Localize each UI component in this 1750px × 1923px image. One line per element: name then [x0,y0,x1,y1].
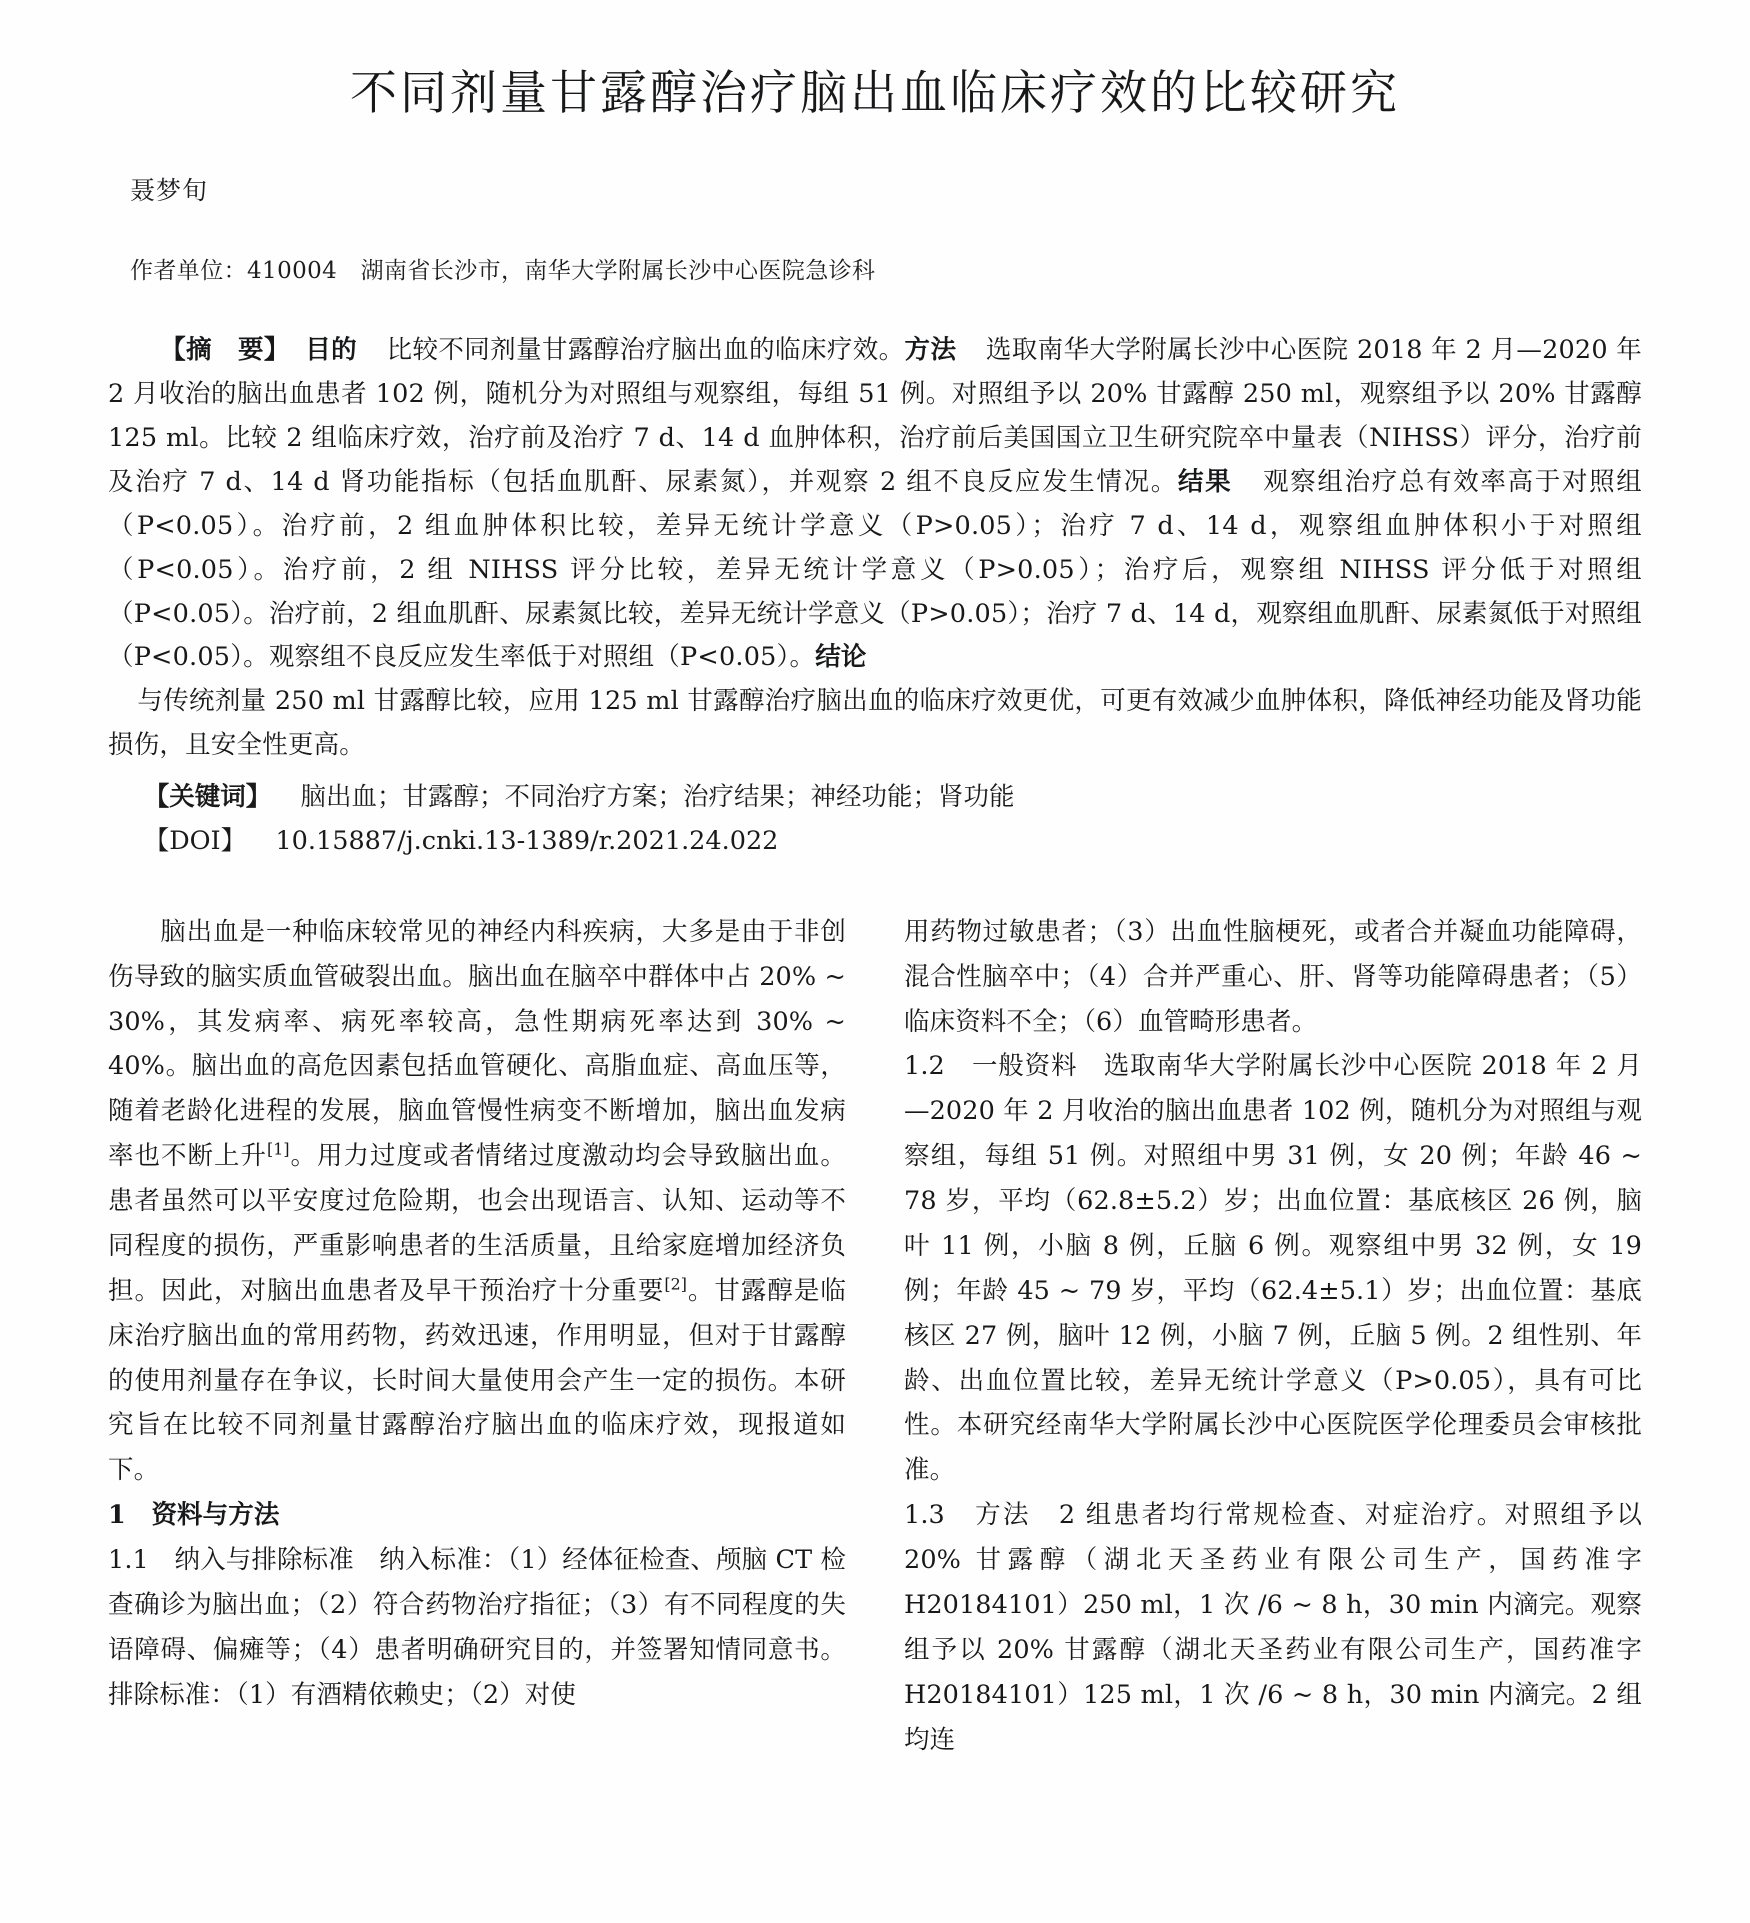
author-affiliation: 作者单位：410004 湖南省长沙市，南华大学附属长沙中心医院急诊科 [130,258,876,285]
keywords-label: 【关键词】 [143,782,272,813]
keywords-line [108,776,1642,820]
abstract-conclusion-paragraph [108,680,1642,768]
abstract-results-text: 观察组治疗总有效率高于对照组（P<0.05）。治疗前，2 组血肿体积比较，差异无统计学意义（P>0.05）；治疗 7 d、14 d，观察组血肿体积小于对照组（P<0.05）。治疗前，2 组 NIHSS 评分比较，差异无统计学意义（P>0.05）；治疗后，观察组 NIHSS 评分低于对照组（P<0.05）。治疗前，2 组血肌酐、尿素氮比较，差异无统计学意义（P>0.05）；治疗 7 d、14 d，观察组血肌酐、尿素氮低于对照组（P<0.05）。观察组不良反应发生率低于对照组（P<0.05）。 [108,467,1642,673]
body-text: 。甘露醇是临床治疗脑出血的常用药物，药效迅速，作用明显，但对于甘露醇的使用剂量存在争议，长时间大量使用会产生一定的损伤。本研究旨在比较不同剂量甘露醇治疗脑出血的临床疗效，现报道如下。 [108,1275,846,1486]
body-text: 脑出血是一种临床较常见的神经内科疾病，大多是由于非创伤导致的脑实质血管破裂出血。脑出血在脑卒中群体中占 20% ~ 30%，其发病率、病死率较高，急性期病死率达到 30% ~ 40%。脑出血的高危因素包括血管硬化、高脂血症、高血压等，随着老龄化进程的发展，脑血管慢性病变不断增加，脑出血发病率也不断上升 [108,916,846,1172]
abstract-methods-label: 方法 [904,335,957,366]
abstract-label: 【摘 要】 [160,335,290,366]
abstract-conclusion-label: 结论 [815,642,867,673]
page-title: 不同剂量甘露醇治疗脑出血临床疗效的比较研究 [350,66,1400,121]
abstract-section [108,329,1642,768]
right-column [904,910,1642,1763]
doi-line [108,820,1642,864]
body-text: 。用力过度或者情绪过度激动均会导致脑出血。患者虽然可以平安度过危险期，也会出现语言、认知、运动等不同程度的损伤，严重影响患者的生活质量，且给家庭增加经济负担。因此，对脑出血患者及早干预治疗十分重要 [108,1141,846,1306]
body-paragraph: 1.1 纳入与排除标准 纳入标准：（1）经体征检查、颅脑 CT 检查确诊为脑出血；（2）符合药物治疗指征；（3）有不同程度的失语障碍、偏瘫等；（4）患者明确研究目的，并签署知情同意书。排除标准：（1）有酒精依赖史；（2）对使 [108,1545,846,1710]
body-paragraph: 1.2 一般资料 选取南华大学附属长沙中心医院 2018 年 2 月—2020 年 2 月收治的脑出血患者 102 例，随机分为对照组与观察组，每组 51 例。对照组中男 31 例，女 20 例；年龄 46 ~ 78 岁，平均（62.8±5.2）岁；出血位置：基底核区 26 例，脑叶 11 例，小脑 8 例，丘脑 6 例。观察组中男 32 例，女 19 例；年龄 45 ~ 79 岁，平均（62.4±5.1）岁；出血位置：基底核区 27 例，脑叶 12 例，小脑 7 例，丘脑 5 例。2 组性别、年龄、出血位置比较，差异无统计学意义（P>0.05），具有可比性。本研究经南华大学附属长沙中心医院医学伦理委员会审核批准。 [904,1051,1642,1486]
doi-label: 【DOI】 [143,825,247,856]
body-paragraph: 用药物过敏患者；（3）出血性脑梗死，或者合并凝血功能障碍，混合性脑卒中；（4）合并严重心、肝、肾等功能障碍患者；（5）临床资料不全；（6）血管畸形患者。 [904,916,1642,1037]
body-paragraph [108,910,846,1493]
reference-marker[interactable]: [1] [266,1139,290,1159]
section-heading: 1 资料与方法 [108,1500,280,1531]
abstract-objective-text: 比较不同剂量甘露醇治疗脑出血的临床疗效。 [386,335,905,366]
reference-marker[interactable]: [2] [664,1274,688,1294]
doi-value[interactable]: 10.15887/j.cnki.13-1389/r.2021.24.022 [275,825,779,856]
author-name: 聂梦旬 [130,176,209,206]
abstract-results-label: 结果 [1177,467,1233,498]
abstract-methods-text: 选取南华大学附属长沙中心医院 2018 年 2 月—2020 年 2 月收治的脑出血患者 102 例，随机分为对照组与观察组，每组 51 例。对照组予以 20% 甘露醇 250 ml，观察组予以 20% 甘露醇 125 ml。比较 2 组临床疗效，治疗前及治疗 7 d、14 d 血肿体积，治疗前后美国国立卫生研究院卒中量表（NIHSS）评分，治疗前及治疗 7 d、14 d 肾功能指标（包括血肌酐、尿素氮），并观察 2 组不良反应发生情况。 [108,335,1642,498]
left-column [108,910,846,1763]
abstract-objective-label: 目的 [305,335,358,366]
keywords-text: 脑出血；甘露醇；不同治疗方案；治疗结果；神经功能；肾功能 [300,782,1015,813]
abstract-conclusion-text: 与传统剂量 250 ml 甘露醇比较，应用 125 ml 甘露醇治疗脑出血的临床疗效更优，可更有效减少血肿体积，降低神经功能及肾功能损伤，且安全性更高。 [108,686,1642,761]
abstract-paragraph [108,329,1642,680]
body-columns [108,910,1642,1763]
body-paragraph: 1.3 方法 2 组患者均行常规检查、对症治疗。对照组予以 20% 甘露醇（湖北天圣药业有限公司生产，国药准字 H20184101）250 ml，1 次 /6 ~ 8 h，30 min 内滴完。观察组予以 20% 甘露醇（湖北天圣药业有限公司生产，国药准字 H20184101）125 ml，1 次 /6 ~ 8 h，30 min 内滴完。2 组均连 [904,1500,1642,1755]
